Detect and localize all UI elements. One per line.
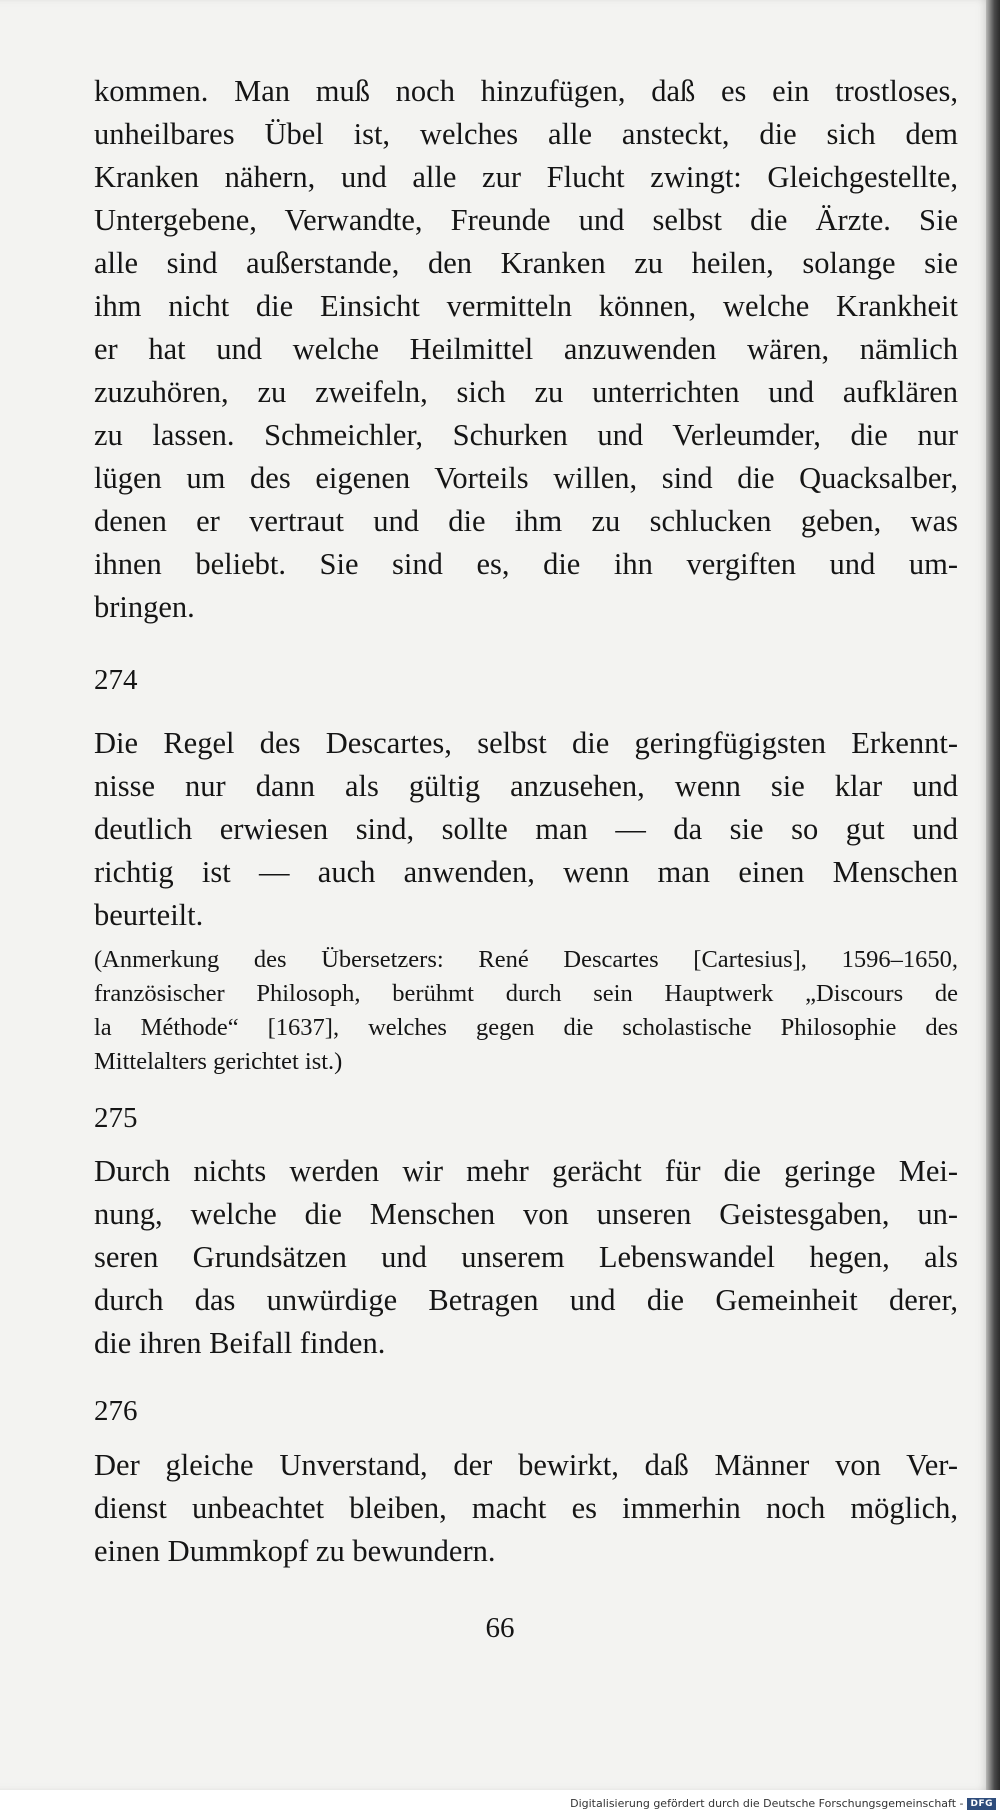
text-line: Durch nichts werden wir mehr gerächt für die geringe Mei- — [94, 1154, 958, 1188]
text-line: beurteilt. — [94, 898, 204, 932]
text-line: richtig ist — auch anwenden, wenn man einen Menschen — [94, 855, 958, 889]
aphorism-number: 274 — [94, 664, 138, 696]
paragraph-continued — [94, 70, 958, 629]
translator-note — [94, 943, 958, 1079]
text-line: ihm nicht die Einsicht vermitteln können, welche Krankheit — [94, 289, 958, 323]
text-line: ihnen beliebt. Sie sind es, die ihn vergiften und um- — [94, 547, 958, 581]
text-line: Mittelalters gerichtet ist.) — [94, 1048, 343, 1075]
dfg-logo: DFG — [967, 1798, 996, 1810]
paragraph-text — [94, 1444, 958, 1573]
text-line: la Méthode“ [1637], welches gegen die scholastische Philosophie des — [94, 1014, 958, 1041]
paragraph-text — [94, 1150, 958, 1365]
text-line: nisse nur dann als gültig anzusehen, wenn sie klar und — [94, 769, 958, 803]
text-line: die ihren Beifall finden. — [94, 1326, 386, 1360]
text-line: bringen. — [94, 590, 195, 624]
footer-credit-text: Digitalisierung gefördert durch die Deutsche Forschungsgemeinschaft - — [570, 1797, 964, 1810]
text-line: (Anmerkung des Übersetzers: René Descartes [Cartesius], 1596–1650, — [94, 946, 958, 973]
text-line: durch das unwürdige Betragen und die Gemeinheit derer, — [94, 1283, 958, 1317]
text-line: denen er vertraut und die ihm zu schlucken geben, was — [94, 504, 958, 538]
text-line: dienst unbeachtet bleiben, macht es immerhin noch möglich, — [94, 1491, 958, 1525]
text-line: Kranken nähern, und alle zur Flucht zwingt: Gleichgestellte, — [94, 160, 958, 194]
text-line: französischer Philosoph, berühmt durch sein Hauptwerk „Discours de — [94, 980, 958, 1007]
aphorism-274 — [94, 662, 958, 698]
page-edge-shadow — [986, 0, 1000, 1790]
text-line: zu lassen. Schmeichler, Schurken und Verleumder, die nur — [94, 418, 958, 452]
aphorism-275-body — [94, 1150, 958, 1365]
aphorism-274-body — [94, 722, 958, 937]
note-text — [94, 943, 958, 1079]
text-line: zuzuhören, zu zweifeln, sich zu unterrichten und aufklären — [94, 375, 958, 409]
aphorism-number: 276 — [94, 1395, 138, 1427]
aphorism-276 — [94, 1393, 958, 1429]
text-line: Untergebene, Verwandte, Freunde und selbst die Ärzte. Sie — [94, 203, 958, 237]
text-line: lügen um des eigenen Vorteils willen, sind die Quacksalber, — [94, 461, 958, 495]
text-line: einen Dummkopf zu bewundern. — [94, 1534, 496, 1568]
text-line: seren Grundsätzen und unserem Lebenswandel hegen, als — [94, 1240, 958, 1274]
aphorism-276-body — [94, 1444, 958, 1573]
text-line: nung, welche die Menschen von unseren Geistesgaben, un- — [94, 1197, 958, 1231]
text-line: kommen. Man muß noch hinzufügen, daß es ein trostloses, — [94, 74, 958, 108]
aphorism-275 — [94, 1100, 958, 1136]
text-line: er hat und welche Heilmittel anzuwenden wären, nämlich — [94, 332, 958, 366]
footer-credit — [570, 1797, 996, 1810]
text-line: deutlich erwiesen sind, sollte man — da sie so gut und — [94, 812, 958, 846]
paragraph-text — [94, 722, 958, 937]
text-line: alle sind außerstande, den Kranken zu heilen, solange sie — [94, 246, 958, 280]
paragraph-text — [94, 70, 958, 629]
page-number: 66 — [485, 1612, 515, 1644]
text-line: unheilbares Übel ist, welches alle ansteckt, die sich dem — [94, 117, 958, 151]
text-line: Der gleiche Unverstand, der bewirkt, daß Männer von Ver- — [94, 1448, 958, 1482]
aphorism-number: 275 — [94, 1102, 138, 1134]
text-line: Die Regel des Descartes, selbst die geringfügigsten Erkennt- — [94, 726, 958, 760]
